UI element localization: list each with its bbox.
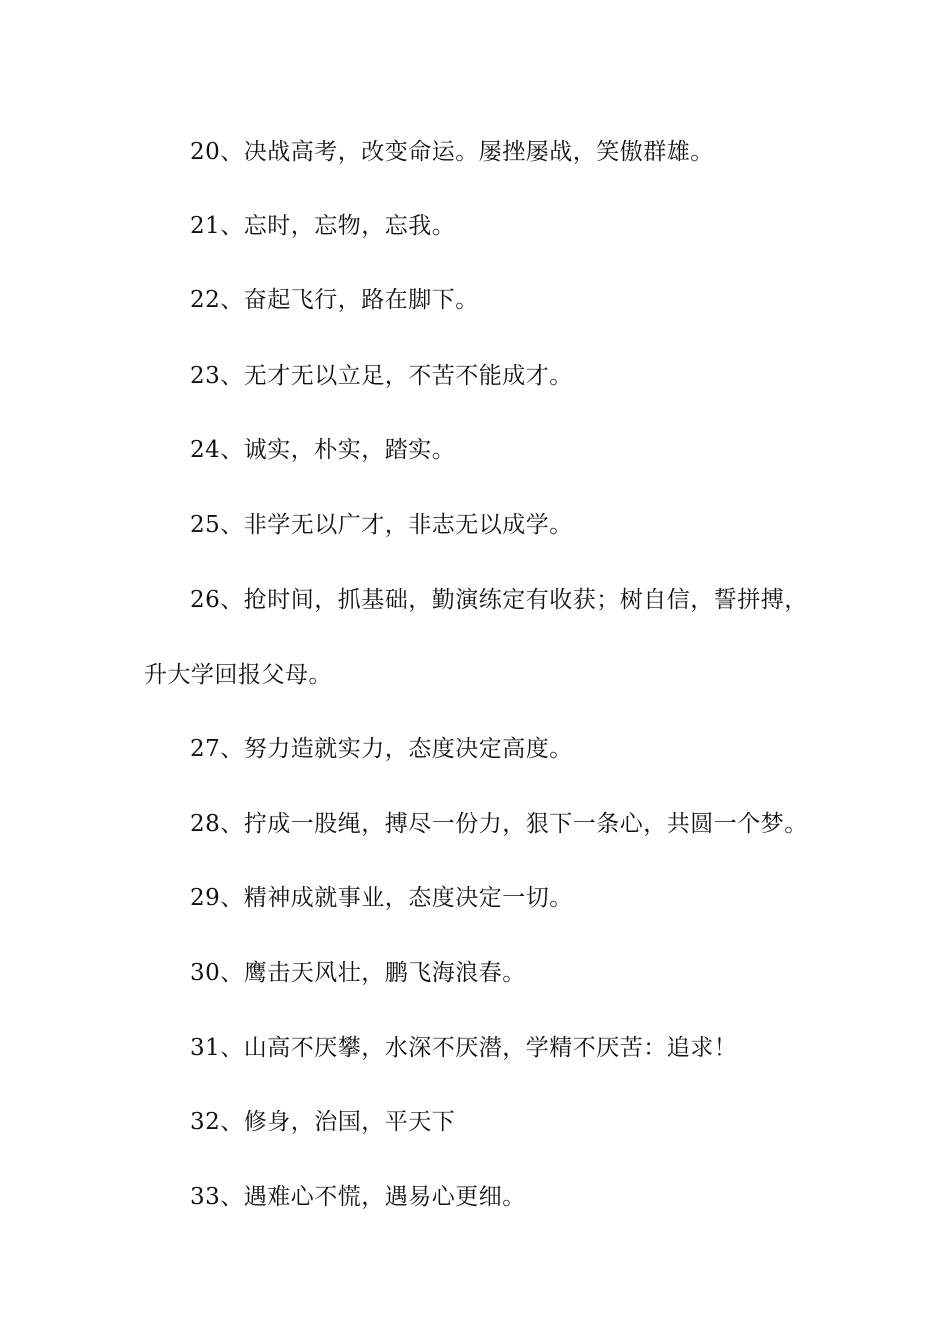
text-line-27: 27、努力造就实力，态度决定高度。 bbox=[190, 736, 573, 762]
text-line-26-continued: 升大学回报父母。 bbox=[144, 662, 332, 688]
text-line-24: 24、诚实，朴实，踏实。 bbox=[190, 437, 456, 463]
text-line-31: 31、山高不厌攀，水深不厌潜，学精不厌苦：追求！ bbox=[190, 1035, 738, 1061]
text-line-30: 30、鹰击天风壮，鹏飞海浪春。 bbox=[190, 960, 526, 986]
text-line-33: 33、遇难心不慌，遇易心更细。 bbox=[190, 1184, 526, 1210]
text-line-29: 29、精神成就事业，态度决定一切。 bbox=[190, 885, 573, 911]
text-line-20: 20、决战高考，改变命运。屡挫屡战，笑傲群雄。 bbox=[190, 139, 714, 165]
text-line-22: 22、奋起飞行，路在脚下。 bbox=[190, 287, 479, 313]
text-line-25: 25、非学无以广才，非志无以成学。 bbox=[190, 512, 573, 538]
text-line-28: 28、拧成一股绳，搏尽一份力，狠下一条心，共圆一个梦。 bbox=[190, 811, 808, 837]
text-line-21: 21、忘时，忘物，忘我。 bbox=[190, 213, 456, 239]
text-line-26: 26、抢时间，抓基础，勤演练定有收获；树自信，誓拼搏， bbox=[190, 587, 808, 613]
text-line-32: 32、修身，治国，平天下 bbox=[190, 1109, 456, 1135]
text-line-23: 23、无才无以立足，不苦不能成才。 bbox=[190, 363, 573, 389]
